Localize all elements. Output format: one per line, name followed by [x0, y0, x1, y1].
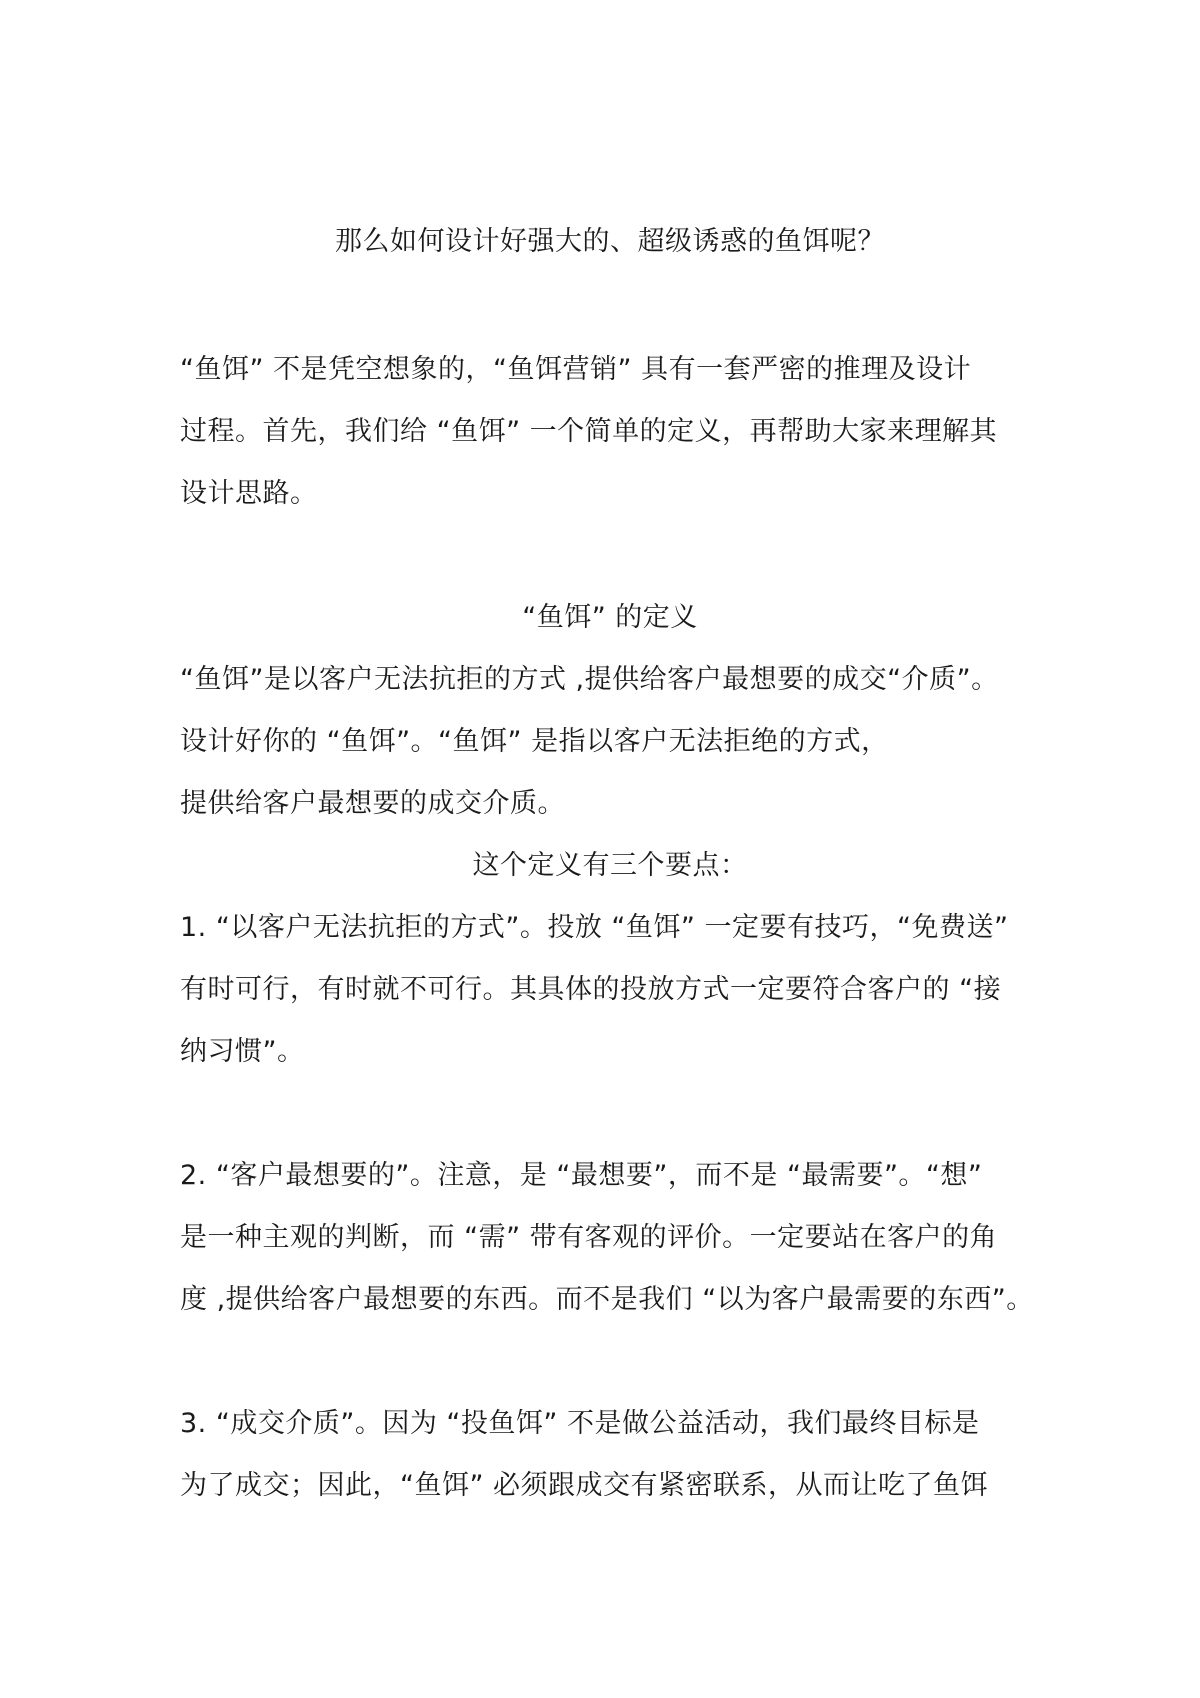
list-item-line: 度 ,提供给客户最想要的东西。而不是我们 “以为客户最需要的东西”。: [180, 1284, 1034, 1315]
section-heading: “鱼饵” 的定义: [522, 602, 698, 633]
list-item-line: 有时可行，有时就不可行。其具体的投放方式一定要符合客户的 “接: [180, 974, 1002, 1005]
paragraph-line: 过程。首先，我们给 “鱼饵” 一个简单的定义，再帮助大家来理解其: [180, 416, 998, 447]
list-item-line: 1. “以客户无法抗拒的方式”。投放 “鱼饵” 一定要有技巧，“免费送”: [180, 912, 1009, 943]
section-heading: 这个定义有三个要点：: [472, 850, 748, 881]
list-item-line: 3. “成交介质”。因为 “投鱼饵” 不是做公益活动，我们最终目标是: [180, 1408, 980, 1439]
paragraph-line: 设计好你的 “鱼饵”。“鱼饵” 是指以客户无法拒绝的方式，: [180, 726, 889, 757]
paragraph-line: 提供给客户最想要的成交介质。: [180, 788, 565, 819]
page-title: 那么如何设计好强大的、超级诱惑的鱼饵呢？: [335, 226, 885, 257]
list-item-line: 2. “客户最想要的”。注意，是 “最想要”，而不是 “最需要”。“想”: [180, 1160, 983, 1191]
paragraph-line: “鱼饵” 不是凭空想象的，“鱼饵营销” 具有一套严密的推理及设计: [180, 354, 972, 385]
paragraph-line: 设计思路。: [180, 478, 318, 509]
list-item-line: 为了成交；因此，“鱼饵” 必须跟成交有紧密联系，从而让吃了鱼饵: [180, 1470, 989, 1501]
list-item-line: 是一种主观的判断，而 “需” 带有客观的评价。一定要站在客户的角: [180, 1222, 998, 1253]
paragraph-line: “鱼饵”是以客户无法抗拒的方式 ,提供给客户最想要的成交“介质”。: [180, 664, 999, 695]
list-item-line: 纳习惯”。: [180, 1036, 305, 1067]
